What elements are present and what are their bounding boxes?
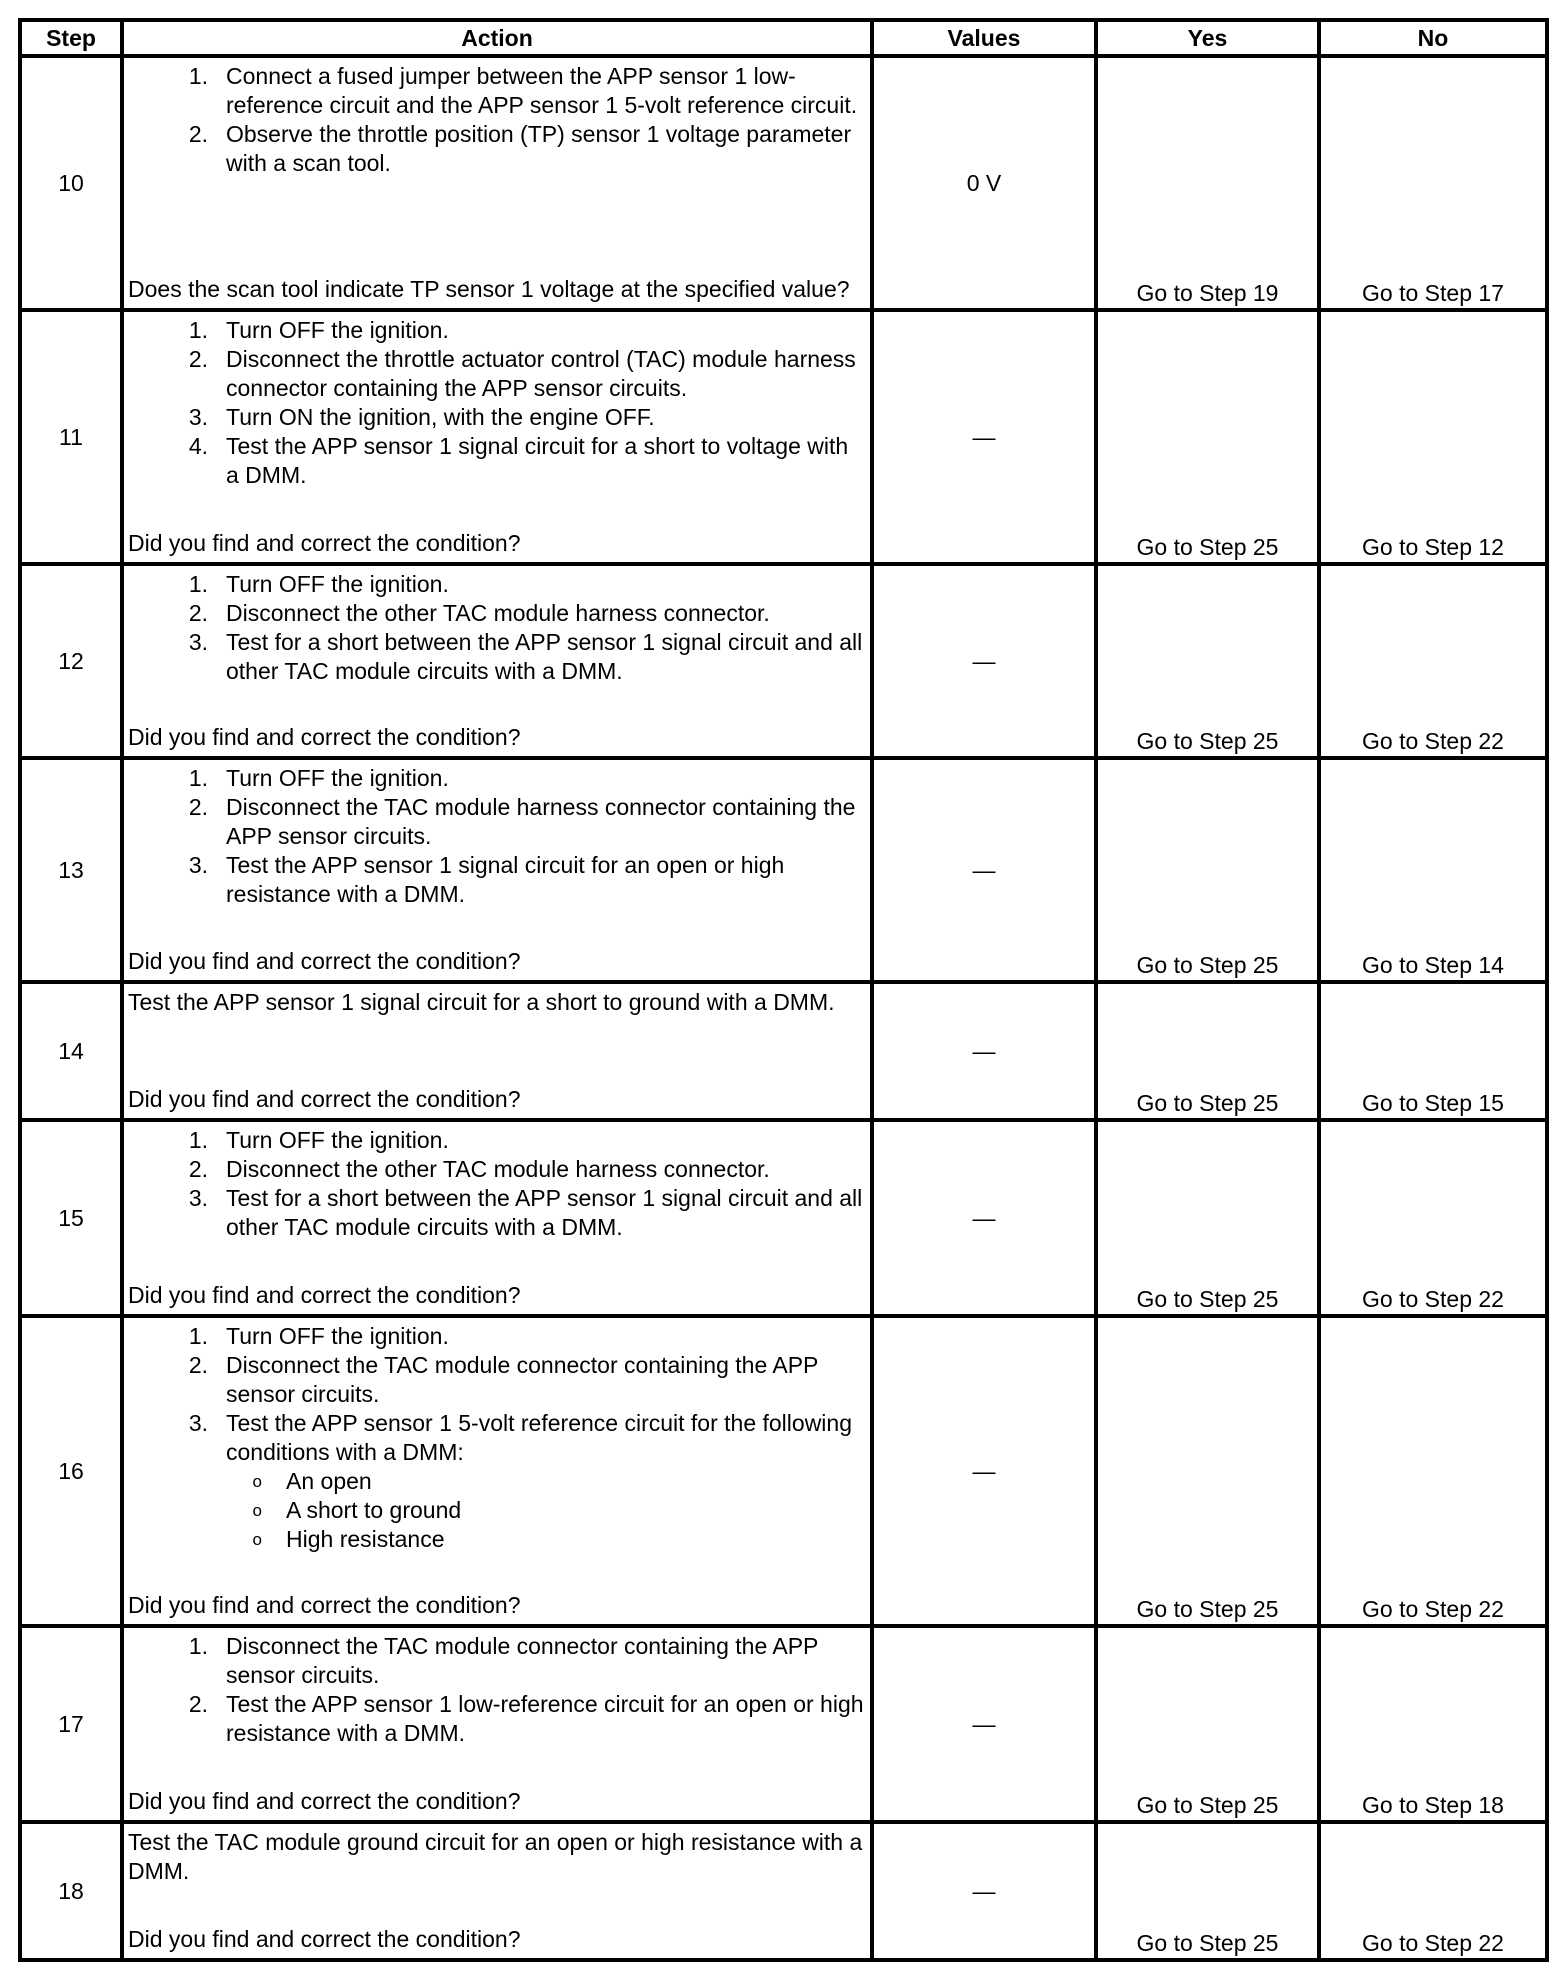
action-step — [128, 764, 866, 793]
step-number: 13 — [20, 758, 122, 982]
action-step — [128, 628, 866, 686]
step-text: Test the APP sensor 1 5-volt reference circuit for the following conditions with a DMM: — [226, 1410, 852, 1465]
no-goto: Go to Step 22 — [1319, 1316, 1547, 1626]
action-text: Test the APP sensor 1 signal circuit for a short to ground with a DMM. — [128, 989, 835, 1015]
header-row — [20, 20, 1547, 56]
circle-bullet-icon: o — [252, 1472, 262, 1491]
action-question: Did you find and correct the condition? — [128, 948, 521, 974]
action-step — [128, 793, 866, 851]
table-row — [20, 564, 1547, 758]
step-number: 16 — [20, 1316, 122, 1626]
yes-goto: Go to Step 25 — [1096, 1120, 1319, 1316]
action-question: Does the scan tool indicate TP sensor 1 voltage at the specified value? — [128, 276, 850, 302]
step-number: 18 — [20, 1822, 122, 1960]
action-question: Did you find and correct the condition? — [128, 530, 521, 556]
step-text: Turn ON the ignition, with the engine OFF. — [226, 404, 655, 430]
step-text: Test the APP sensor 1 signal circuit for a short to voltage with a DMM. — [226, 433, 849, 488]
action-cell — [122, 758, 872, 982]
sub-condition — [128, 1467, 866, 1496]
value-cell: — — [872, 1120, 1096, 1316]
no-goto: Go to Step 12 — [1319, 310, 1547, 564]
no-goto: Go to Step 15 — [1319, 982, 1547, 1120]
no-goto: Go to Step 22 — [1319, 1120, 1547, 1316]
action-step — [128, 62, 866, 120]
step-text: Turn OFF the ignition. — [226, 1323, 449, 1349]
step-number: 17 — [20, 1626, 122, 1822]
step-text: Turn OFF the ignition. — [226, 317, 449, 343]
step-index: 2. — [188, 794, 208, 820]
step-index: 3. — [188, 629, 208, 655]
action-cell — [122, 1626, 872, 1822]
step-index: 1. — [188, 1323, 208, 1349]
action-step — [128, 345, 866, 403]
action-text: Test the TAC module ground circuit for an open or high resistance with a DMM. — [128, 1829, 863, 1884]
table-row — [20, 1626, 1547, 1822]
table-row — [20, 310, 1547, 564]
step-index: 3. — [188, 1410, 208, 1436]
step-index: 1. — [188, 571, 208, 597]
yes-goto: Go to Step 19 — [1096, 56, 1319, 310]
yes-goto: Go to Step 25 — [1096, 1822, 1319, 1960]
action-step — [128, 1409, 866, 1467]
no-goto: Go to Step 17 — [1319, 56, 1547, 310]
action-steps — [128, 1126, 866, 1242]
sub-conditions — [128, 1467, 866, 1554]
action-question: Did you find and correct the condition? — [128, 1282, 521, 1308]
action-steps — [128, 1632, 866, 1748]
step-number: 14 — [20, 982, 122, 1120]
sub-condition-text: High resistance — [286, 1526, 445, 1552]
action-step — [128, 570, 866, 599]
sub-condition — [128, 1525, 866, 1554]
diagnostic-table — [18, 18, 1549, 1962]
step-index: 2. — [188, 1352, 208, 1378]
action-step — [128, 120, 866, 178]
action-cell — [122, 1316, 872, 1626]
action-step — [128, 1632, 866, 1690]
table-row — [20, 1120, 1547, 1316]
step-text: Observe the throttle position (TP) sensor 1 voltage parameter with a scan tool. — [226, 121, 852, 176]
step-index: 3. — [188, 852, 208, 878]
action-cell — [122, 56, 872, 310]
action-question: Did you find and correct the condition? — [128, 1926, 521, 1952]
value-cell: — — [872, 1626, 1096, 1822]
sub-condition — [128, 1496, 866, 1525]
action-steps — [128, 62, 866, 178]
action-step — [128, 432, 866, 490]
yes-goto: Go to Step 25 — [1096, 982, 1319, 1120]
value-cell: — — [872, 982, 1096, 1120]
table-row — [20, 1316, 1547, 1626]
action-step — [128, 1184, 866, 1242]
action-cell — [122, 310, 872, 564]
step-text: Disconnect the TAC module connector containing the APP sensor circuits. — [226, 1633, 818, 1688]
action-step — [128, 1690, 866, 1748]
step-index: 1. — [188, 765, 208, 791]
table-row — [20, 758, 1547, 982]
value-cell: — — [872, 564, 1096, 758]
no-goto: Go to Step 18 — [1319, 1626, 1547, 1822]
step-number: 10 — [20, 56, 122, 310]
no-goto: Go to Step 22 — [1319, 564, 1547, 758]
step-text: Turn OFF the ignition. — [226, 1127, 449, 1153]
step-index: 2. — [188, 121, 208, 147]
step-index: 1. — [188, 317, 208, 343]
table-row — [20, 56, 1547, 310]
action-step — [128, 1155, 866, 1184]
step-number: 15 — [20, 1120, 122, 1316]
action-question: Did you find and correct the condition? — [128, 1086, 521, 1112]
step-index: 2. — [188, 600, 208, 626]
action-steps — [128, 316, 866, 490]
step-index: 4. — [188, 433, 208, 459]
step-text: Turn OFF the ignition. — [226, 571, 449, 597]
yes-goto: Go to Step 25 — [1096, 564, 1319, 758]
header-no: No — [1319, 20, 1547, 56]
step-index: 2. — [188, 1156, 208, 1182]
action-steps — [128, 764, 866, 909]
header-yes: Yes — [1096, 20, 1319, 56]
action-step — [128, 1322, 866, 1351]
step-number: 11 — [20, 310, 122, 564]
value-cell: — — [872, 1316, 1096, 1626]
sub-condition-text: A short to ground — [286, 1497, 462, 1523]
header-action: Action — [122, 20, 872, 56]
step-text: Connect a fused jumper between the APP sensor 1 low-reference circuit and the APP sensor 1 5-volt reference circuit. — [226, 63, 858, 118]
step-index: 1. — [188, 63, 208, 89]
header-step: Step — [20, 20, 122, 56]
table-row — [20, 982, 1547, 1120]
value-cell: — — [872, 758, 1096, 982]
action-question: Did you find and correct the condition? — [128, 724, 521, 750]
header-values: Values — [872, 20, 1096, 56]
step-text: Turn OFF the ignition. — [226, 765, 449, 791]
action-question: Did you find and correct the condition? — [128, 1788, 521, 1814]
yes-goto: Go to Step 25 — [1096, 758, 1319, 982]
action-step — [128, 403, 866, 432]
value-cell: — — [872, 310, 1096, 564]
step-index: 3. — [188, 404, 208, 430]
step-index: 3. — [188, 1185, 208, 1211]
step-text: Disconnect the TAC module harness connector containing the APP sensor circuits. — [226, 794, 856, 849]
action-steps — [128, 570, 866, 686]
action-cell — [122, 564, 872, 758]
action-step — [128, 599, 866, 628]
action-step — [128, 851, 866, 909]
step-index: 2. — [188, 346, 208, 372]
action-cell — [122, 1822, 872, 1960]
circle-bullet-icon: o — [252, 1501, 262, 1520]
step-text: Test the APP sensor 1 low-reference circuit for an open or high resistance with a DMM. — [226, 1691, 864, 1746]
step-text: Disconnect the other TAC module harness connector. — [226, 1156, 770, 1182]
step-text: Disconnect the throttle actuator control (TAC) module harness connector containing the APP sensor circuits. — [226, 346, 856, 401]
step-index: 1. — [188, 1633, 208, 1659]
no-goto: Go to Step 22 — [1319, 1822, 1547, 1960]
step-text: Test for a short between the APP sensor 1 signal circuit and all other TAC module circuits with a DMM. — [226, 1185, 863, 1240]
table-row — [20, 1822, 1547, 1960]
action-step — [128, 316, 866, 345]
sub-condition-text: An open — [286, 1468, 372, 1494]
step-text: Disconnect the TAC module connector containing the APP sensor circuits. — [226, 1352, 818, 1407]
step-text: Test the APP sensor 1 signal circuit for an open or high resistance with a DMM. — [226, 852, 785, 907]
no-goto: Go to Step 14 — [1319, 758, 1547, 982]
yes-goto: Go to Step 25 — [1096, 1626, 1319, 1822]
value-cell: 0 V — [872, 56, 1096, 310]
yes-goto: Go to Step 25 — [1096, 310, 1319, 564]
circle-bullet-icon: o — [252, 1530, 262, 1549]
value-cell: — — [872, 1822, 1096, 1960]
action-question: Did you find and correct the condition? — [128, 1592, 521, 1618]
action-cell — [122, 1120, 872, 1316]
step-text: Disconnect the other TAC module harness connector. — [226, 600, 770, 626]
action-cell — [122, 982, 872, 1120]
action-step — [128, 1126, 866, 1155]
yes-goto: Go to Step 25 — [1096, 1316, 1319, 1626]
step-text: Test for a short between the APP sensor 1 signal circuit and all other TAC module circuits with a DMM. — [226, 629, 863, 684]
action-steps — [128, 1322, 866, 1554]
step-index: 1. — [188, 1127, 208, 1153]
step-index: 2. — [188, 1691, 208, 1717]
action-step — [128, 1351, 866, 1409]
step-number: 12 — [20, 564, 122, 758]
